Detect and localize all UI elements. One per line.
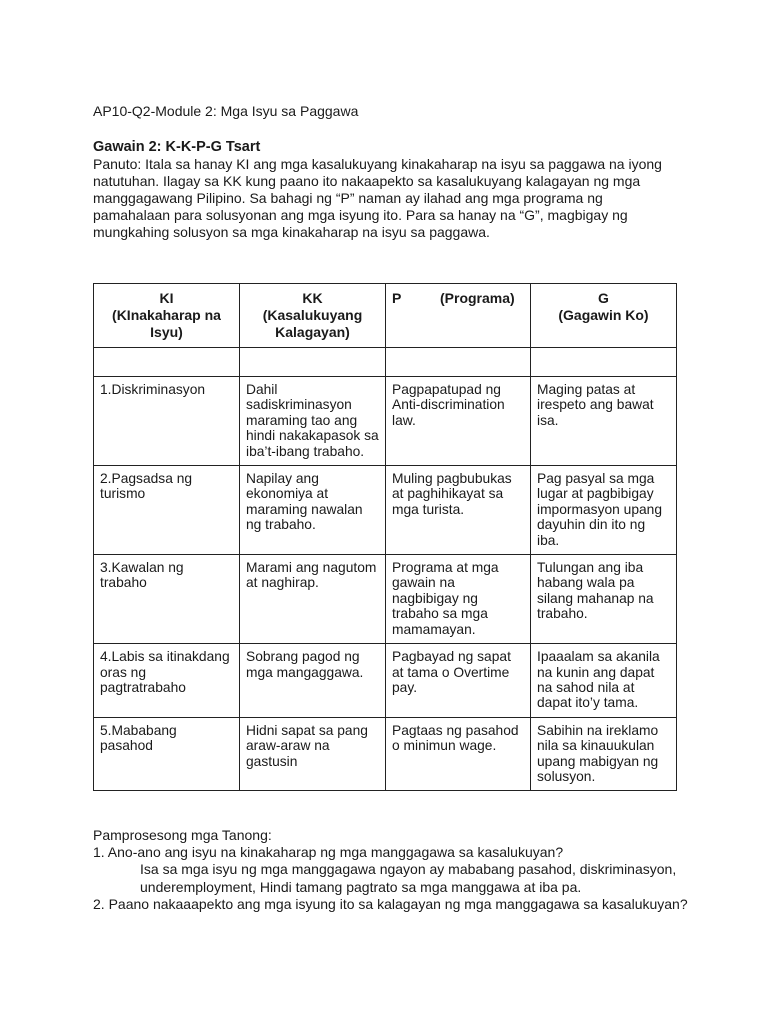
table-row: [94, 555, 677, 644]
table-blank-row: [94, 348, 677, 377]
cell-kk: Dahil sadiskriminasyon maraming tao ang hindi nakakapasok sa iba’t-ibang trabaho.: [240, 377, 386, 466]
cell-ki: 3.Kawalan ng trabaho: [94, 555, 240, 644]
table-row: [94, 644, 677, 718]
blank-cell: [531, 348, 677, 377]
cell-p: Pagbayad ng sapat at tama o Overtime pay.: [386, 644, 531, 718]
table-row: [94, 717, 677, 791]
header-ki: [94, 284, 240, 348]
question-2: 2. Paano nakaaapekto ang mga isyung ito sa kalagayan ng mga manggagawa sa kasalukuyan?: [93, 895, 688, 912]
blank-cell: [94, 348, 240, 377]
activity-title: Gawain 2: K-K-P-G Tsart: [93, 139, 261, 155]
header-g: [531, 284, 677, 348]
cell-g: Tulungan ang iba habang wala pa silang mahanap na trabaho.: [531, 555, 677, 644]
table-header-row: [94, 284, 677, 348]
questions-heading: Pamprosesong mga Tanong:: [93, 827, 272, 843]
header-p-full: (Programa): [440, 290, 515, 306]
blank-cell: [386, 348, 531, 377]
cell-kk: Hidni sapat sa pang araw-araw na gastusin: [240, 717, 386, 791]
header-ki-abbr: KI: [159, 290, 174, 306]
cell-g: Maging patas at irespeto ang bawat isa.: [531, 377, 677, 466]
question-1: 1. Ano-ano ang isyu na kinakaharap ng mga manggagawa sa kasalukuyan?: [93, 844, 564, 861]
table-row: [94, 466, 677, 555]
answer-1: Isa sa mga isyu ng mga manggagawa ngayon ay mababang pasahod, diskriminasyon, underemployment, Hindi tamang pagtrato sa mga manggawa at iba pa.: [140, 861, 677, 895]
header-kk-abbr: KK: [302, 290, 323, 306]
module-header: AP10-Q2-Module 2: Mga Isyu sa Paggawa: [93, 103, 359, 119]
header-kk-full: (Kasalukuyang Kalagayan): [262, 307, 363, 340]
cell-p: Pagtaas ng pasahod o minimun wage.: [386, 717, 531, 791]
header-p-abbr: P: [392, 290, 402, 306]
cell-ki: 1.Diskriminasyon: [94, 377, 240, 466]
header-g-full: (Gagawin Ko): [558, 307, 649, 323]
processing-questions: [93, 827, 693, 913]
header-ki-full: (KInakaharap na Isyu): [112, 307, 221, 340]
kkpg-chart-table: [93, 283, 677, 791]
activity-instructions: Panuto: Itala sa hanay KI ang mga kasalukuyang kinakaharap na isyu sa paggawa na iyong natutuhan. Ilagay sa KK kung paano ito nakaapekto sa kasalukuyang kalagayan ng mga manggagawang Pilipino. Sa bahagi ng “P” naman ay ilahad ang mga programa ng pamahalaan para solusyonan ang mga isyung ito. Para sa hanay na “G”, magbigay ng mungkahing solusyon sa mga kinakaharap na isyu sa paggawa.: [93, 156, 662, 240]
cell-p: Pagpapatupad ng Anti-discrimination law.: [386, 377, 531, 466]
cell-ki: 2.Pagsadsa ng turismo: [94, 466, 240, 555]
table-row: [94, 377, 677, 466]
document-page: [93, 102, 693, 912]
cell-p: Muling pagbubukas at paghihikayat sa mga turista.: [386, 466, 531, 555]
header-kk: [240, 284, 386, 348]
cell-ki: 4.Labis sa itinakdang oras ng pagtratrabaho: [94, 644, 240, 718]
cell-g: Pag pasyal sa mga lugar at pagbibigay impormasyon upang dayuhin din ito ng iba.: [531, 466, 677, 555]
cell-g: Sabihin na ireklamo nila sa kinauukulan upang mabigyan ng solusyon.: [531, 717, 677, 791]
cell-kk: Marami ang nagutom at naghirap.: [240, 555, 386, 644]
cell-kk: Sobrang pagod ng mga mangaggawa.: [240, 644, 386, 718]
cell-kk: Napilay ang ekonomiya at maraming nawalan ng trabaho.: [240, 466, 386, 555]
cell-ki: 5.Mababang pasahod: [94, 717, 240, 791]
blank-cell: [240, 348, 386, 377]
cell-g: Ipaaalam sa akanila na kunin ang dapat na sahod nila at dapat ito’y tama.: [531, 644, 677, 718]
header-p: [386, 284, 531, 348]
header-g-abbr: G: [598, 290, 609, 306]
cell-p: Programa at mga gawain na nagbibigay ng trabaho sa mga mamamayan.: [386, 555, 531, 644]
